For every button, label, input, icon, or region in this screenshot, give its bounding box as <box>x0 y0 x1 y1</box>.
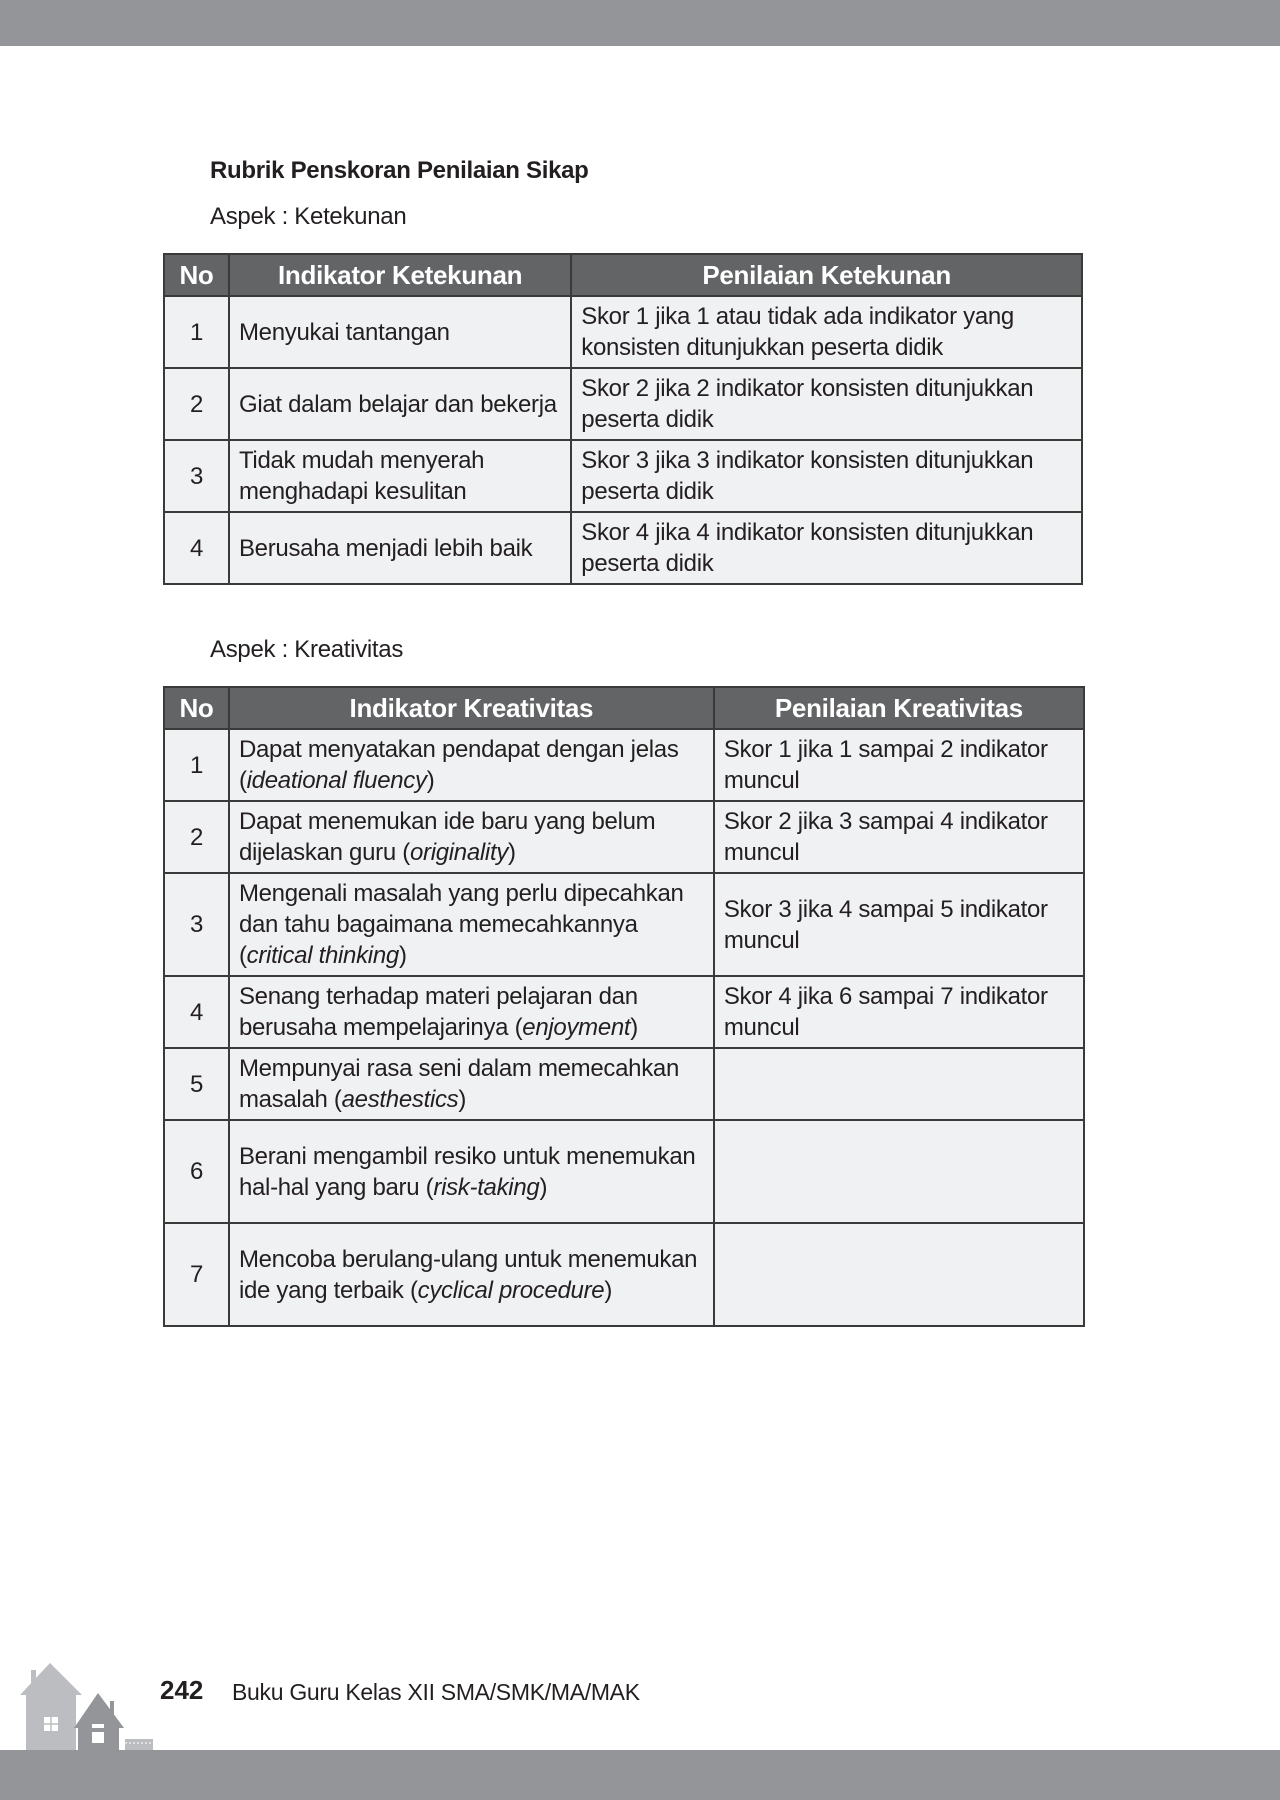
row-penilaian: Skor 1 jika 1 sampai 2 indikator muncul <box>714 729 1084 801</box>
row-indikator <box>229 1120 714 1223</box>
indikator-term: risk-taking <box>433 1173 540 1201</box>
row-penilaian <box>714 1048 1084 1120</box>
paren: ) <box>508 839 516 866</box>
paren: ) <box>426 767 435 794</box>
indikator-term: critical thinking <box>246 942 399 969</box>
table-row <box>164 368 1082 440</box>
table-row <box>164 729 1084 801</box>
top-band <box>0 0 1280 46</box>
table-row <box>164 801 1084 873</box>
indikator-text: Dapat menyatakan pendapat dengan jelas <box>238 736 679 763</box>
row-indikator <box>229 729 714 801</box>
row-penilaian: Skor 2 jika 2 indikator konsisten ditunjukkan peserta didik <box>571 368 1082 440</box>
row-no: 5 <box>164 1048 229 1120</box>
row-penilaian: Skor 2 jika 3 sampai 4 indikator muncul <box>714 801 1084 873</box>
row-penilaian: Skor 4 jika 4 indikator konsisten ditunjukkan peserta didik <box>571 512 1082 584</box>
paren: ( <box>403 1276 418 1304</box>
header-indikator: Indikator Ketekunan <box>229 254 571 296</box>
row-indikator <box>229 1048 714 1120</box>
indikator-text: Mempunyai rasa seni dalam memecahkan masalah <box>238 1055 680 1113</box>
paren: ( <box>508 1014 523 1041</box>
row-no: 3 <box>164 440 229 512</box>
row-no: 1 <box>164 296 229 368</box>
indikator-text: Senang terhadap materi pelajaran dan berusaha mempelajarinya <box>238 983 638 1041</box>
page-title: Rubrik Penskoran Penilaian Sikap <box>210 157 589 184</box>
indikator-text: Mencoba berulang-ulang untuk menemukan ide yang terbaik <box>238 1245 698 1304</box>
table-row <box>164 512 1082 584</box>
row-no: 4 <box>164 512 229 584</box>
indikator-text: Mengenali masalah yang perlu dipecahkan dan tahu bagaimana memecahkannya <box>238 880 684 938</box>
row-penilaian: Skor 3 jika 3 indikator konsisten ditunjukkan peserta didik <box>571 440 1082 512</box>
paren: ) <box>539 1173 548 1201</box>
paren: ) <box>604 1276 613 1304</box>
table-header-row <box>164 687 1084 729</box>
row-penilaian: Skor 3 jika 4 sampai 5 indikator muncul <box>714 873 1084 976</box>
paren: ) <box>398 942 407 969</box>
paren: ( <box>238 942 247 969</box>
row-no: 1 <box>164 729 229 801</box>
row-no: 7 <box>164 1223 229 1326</box>
row-indikator <box>229 976 714 1048</box>
table-row <box>164 1048 1084 1120</box>
indikator-term: originality <box>409 839 509 866</box>
header-no: No <box>164 254 229 296</box>
row-penilaian <box>714 1120 1084 1223</box>
header-penilaian: Penilaian Kreativitas <box>714 687 1084 729</box>
paren: ) <box>630 1014 638 1041</box>
aspect-kreativitas-label: Aspek : Kreativitas <box>210 636 404 663</box>
row-no: 2 <box>164 801 229 873</box>
paren: ( <box>238 767 247 794</box>
page-number: 242 <box>160 1675 204 1705</box>
bottom-band <box>0 1750 1280 1800</box>
row-penilaian <box>714 1223 1084 1326</box>
table-row <box>164 296 1082 368</box>
row-indikator: Giat dalam belajar dan bekerja <box>229 368 571 440</box>
indikator-text: Dapat menemukan ide baru yang belum dijelaskan guru <box>238 808 656 866</box>
row-indikator: Tidak mudah menyerah menghadapi kesulitan <box>229 440 571 512</box>
row-no: 2 <box>164 368 229 440</box>
header-no: No <box>164 687 229 729</box>
paren: ( <box>395 839 410 866</box>
table-row <box>164 1120 1084 1223</box>
indikator-term: enjoyment <box>522 1014 631 1041</box>
ketekunan-table <box>163 253 1083 585</box>
table-header-row <box>164 254 1082 296</box>
table-row <box>164 873 1084 976</box>
indikator-term: ideational fluency <box>246 767 427 794</box>
table-row <box>164 1223 1084 1326</box>
header-indikator: Indikator Kreativitas <box>229 687 714 729</box>
indikator-term: aesthestics <box>341 1086 459 1113</box>
row-indikator: Menyukai tantangan <box>229 296 571 368</box>
row-no: 6 <box>164 1120 229 1223</box>
row-indikator <box>229 1223 714 1326</box>
row-indikator: Berusaha menjadi lebih baik <box>229 512 571 584</box>
row-indikator <box>229 801 714 873</box>
row-indikator <box>229 873 714 976</box>
indikator-term: cyclical procedure <box>417 1276 605 1304</box>
row-penilaian: Skor 4 jika 6 sampai 7 indikator muncul <box>714 976 1084 1048</box>
footer-book-title: Buku Guru Kelas XII SMA/SMK/MA/MAK <box>232 1679 640 1705</box>
paren: ( <box>327 1086 342 1113</box>
paren: ( <box>419 1173 434 1201</box>
header-penilaian: Penilaian Ketekunan <box>571 254 1082 296</box>
aspect-ketekunan-label: Aspek : Ketekunan <box>210 203 407 230</box>
paren: ) <box>458 1086 467 1113</box>
indikator-text: Berani mengambil resiko untuk menemukan hal-hal yang baru <box>238 1142 696 1201</box>
table-row <box>164 440 1082 512</box>
row-penilaian: Skor 1 jika 1 atau tidak ada indikator yang konsisten ditunjukkan peserta didik <box>571 296 1082 368</box>
row-no: 4 <box>164 976 229 1048</box>
row-no: 3 <box>164 873 229 976</box>
table-row <box>164 976 1084 1048</box>
kreativitas-table <box>163 686 1085 1327</box>
